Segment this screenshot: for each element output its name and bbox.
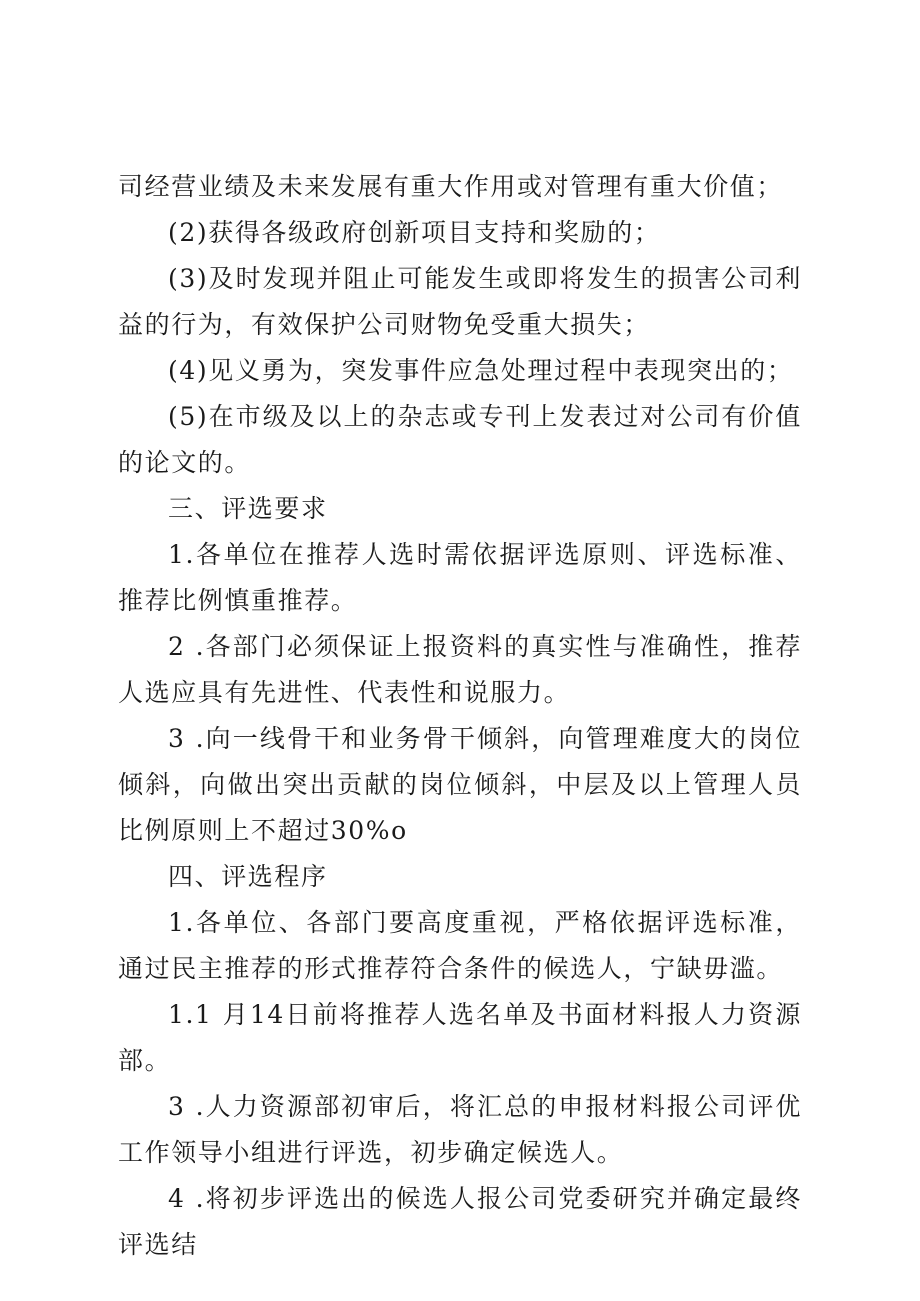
procedure-item-4: 4 .将初步评选出的候选人报公司党委研究并确定最终评选结 bbox=[118, 1184, 802, 1259]
list-item-2: (2)获得各级政府创新项目支持和奖励的； bbox=[168, 218, 661, 247]
list-item-3: (3)及时发现并阻止可能发生或即将发生的损害公司利益的行为，有效保护公司财物免受重大损失； bbox=[118, 264, 802, 339]
requirement-item-1: 1.各单位在推荐人选时需依据评选原则、评选标准、推荐比例慎重推荐。 bbox=[118, 540, 802, 615]
paragraph-continuation: 司经营业绩及未来发展有重大作用或对管理有重大价值； bbox=[118, 172, 784, 201]
requirement-item-3: 3 .向一线骨干和业务骨干倾斜，向管理难度大的岗位倾斜，向做出突出贡献的岗位倾斜，中层及以上管理人员比例原则上不超过30%o bbox=[118, 724, 802, 845]
section-heading-procedure: 四、评选程序 bbox=[168, 862, 328, 891]
document-body bbox=[118, 164, 802, 1268]
list-item-4: (4)见义勇为，突发事件应急处理过程中表现突出的； bbox=[168, 356, 794, 385]
section-heading-requirements: 三、评选要求 bbox=[168, 494, 328, 523]
requirement-item-2: 2 .各部门必须保证上报资料的真实性与准确性，推荐人选应具有先进性、代表性和说服力。 bbox=[118, 632, 802, 707]
procedure-item-3: 3 .人力资源部初审后，将汇总的申报材料报公司评优工作领导小组进行评选，初步确定候选人。 bbox=[118, 1092, 802, 1167]
procedure-item-2: 1.1 月14日前将推荐人选名单及书面材料报人力资源部。 bbox=[118, 1000, 802, 1075]
procedure-item-1: 1.各单位、各部门要高度重视，严格依据评选标准，通过民主推荐的形式推荐符合条件的候选人，宁缺毋滥。 bbox=[118, 908, 802, 983]
list-item-5: (5)在市级及以上的杂志或专刊上发表过对公司有价值的论文的。 bbox=[118, 402, 802, 477]
